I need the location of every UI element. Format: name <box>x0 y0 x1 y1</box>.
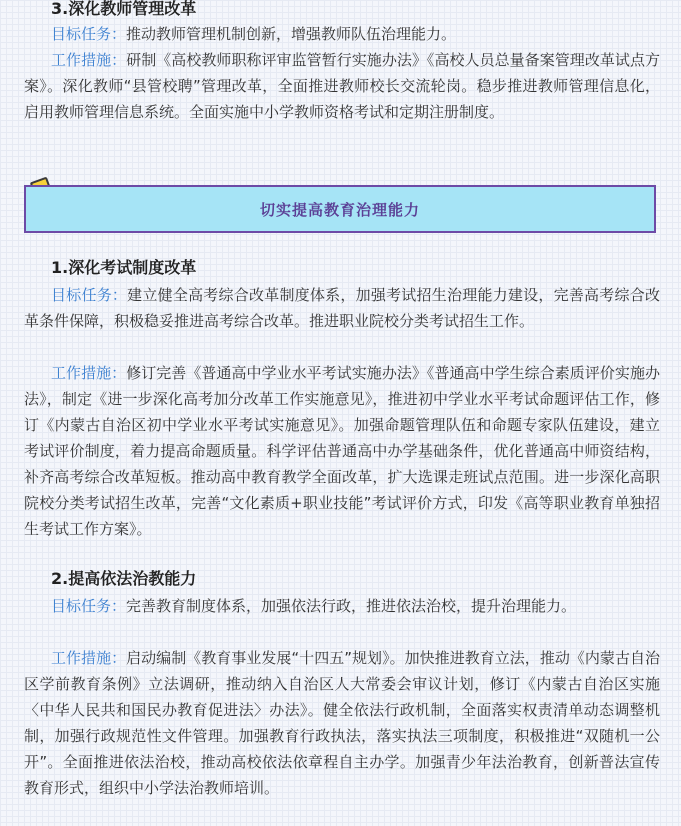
paragraph-goal-exam <box>24 282 660 334</box>
measure-text: 修订完善《普通高中学业水平考试实施办法》《普通高中学生综合素质评价实施办法》，制定《进一步深化高考加分改革工作实施意见》，推进初中学业水平考试命题评估工作，修订《内蒙古自治区初中学业水平考试实施意见》。加强命题管理队伍和命题专家队伍建设，建立考试评价制度，着力提高命题质量。科学评估普通高中办学基础条件，优化普通高中师资结构，补齐高考综合改革短板。推动高中教育教学全面改革，扩大选课走班试点范围。进一步深化高职院校分类考试招生改革，完善“文化素质+职业技能”考试评价方式，印发《高等职业教育单独招生考试工作方案》。 <box>24 364 660 538</box>
goal-text: 推动教师管理机制创新，增强教师队伍治理能力。 <box>126 25 457 43</box>
goal-text: 建立健全高考综合改革制度体系，加强考试招生治理能力建设，完善高考综合改革条件保障，积极稳妥推进高考综合改革。推进职业院校分类考试招生工作。 <box>24 286 660 330</box>
goal-text: 完善教育制度体系，加强依法行政，推进依法治校，提升治理能力。 <box>126 597 577 615</box>
banner-title: 切实提高教育治理能力 <box>259 200 420 219</box>
measure-text: 研制《高校教师职称评审监管暂行实施办法》《高校人员总量备案管理改革试点方案》。深化教师“县管校聘”管理改革，全面推进教师校长交流轮岗。稳步推进教师管理信息化，启用教师管理信息系统。全面实施中小学教师资格考试和定期注册制度。 <box>24 51 660 121</box>
measure-text: 启动编制《教育事业发展“十四五”规划》。加快推进教育立法，推动《内蒙古自治区学前教育条例》立法调研，推动纳入自治区人大常委会审议计划，修订《内蒙古自治区实施〈中华人民共和国民办教育促进法〉办法》。健全依法行政机制，全面落实权责清单动态调整机制，加强行政规范性文件管理。加强教育行政执法，落实执法三项制度，积极推进“双随机一公开”。全面推进依法治校，推动高校依法依章程自主办学。加强青少年法治教育，创新普法宣传教育形式，组织中小学法治教师培训。 <box>24 649 660 797</box>
paragraph-measure-law <box>24 645 660 801</box>
goal-label: 目标任务： <box>51 25 127 43</box>
section-banner <box>24 185 656 233</box>
goal-label: 目标任务： <box>51 597 127 615</box>
section-heading-exam-reform: 1.深化考试制度改革 <box>51 258 197 277</box>
paragraph-measure-exam <box>24 360 660 542</box>
paragraph-measure-teacher <box>24 47 660 125</box>
goal-label: 目标任务： <box>51 286 128 304</box>
section-heading-rule-of-law: 2.提高依法治教能力 <box>51 569 197 588</box>
measure-label: 工作措施： <box>51 364 127 382</box>
paragraph-goal-teacher <box>24 21 660 47</box>
section-heading-teacher-management: 3.深化教师管理改革 <box>51 0 197 18</box>
measure-label: 工作措施： <box>51 649 127 667</box>
measure-label: 工作措施： <box>51 51 127 69</box>
paragraph-goal-law <box>24 593 660 619</box>
